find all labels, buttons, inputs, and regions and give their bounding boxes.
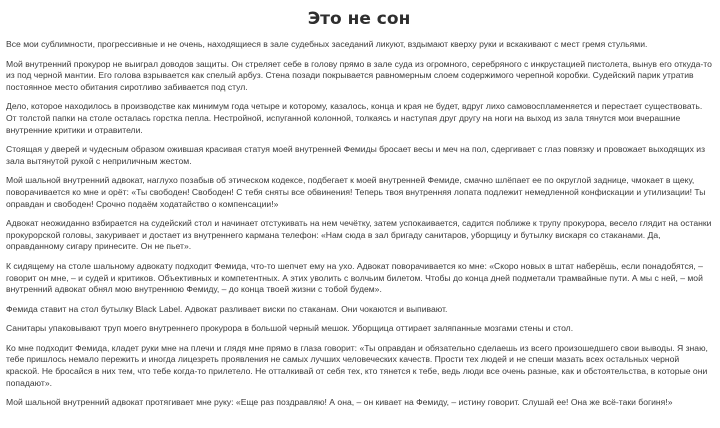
article-title: Это не сон [307,9,411,29]
article-paragraph: Фемида ставит на стол бутылку Black Label. Адвокат разливает виски по стаканам. Они чокаются и выпивают. [6,303,448,314]
article [6,0,712,417]
article-paragraph: Ко мне подходит Фемида, кладет руки мне на плечи и глядя мне прямо в глаза говорит: «Ты оправдан и обязательно сделаешь из всего произошедшего свои выводы. Я знаю, тебе пришлось немало пережить и иногда лицезреть проявления не самых лучших человеческих качеств. Прости тех людей и не спеши мазать всех остальных черной краской. Не бросайся в них тем, что тебе когда-то прилетело. Не отталкивай от себя тех, кто тянется к тебе, ведь люди все очень разные, как и обстоятельства, в которые они попадают». [6,342,708,388]
article-body [6,39,712,409]
article-paragraph: Адвокат неожиданно взбирается на судейский стол и начинает отстукивать на нем чечётку, затем успокаивается, садится поближе к трупу прокурора, весело глядит на останки прокурорской головы, закуривает и достает из внутреннего кармана телефон: «Нам сюда в зал бригаду санитаров, уборщицу и бутылку вискаря со стаканами. Да, оправданному сигару принесите. Он не пьет». [6,218,712,252]
article-paragraph: Санитары упаковывают труп моего внутреннего прокурора в большой черный мешок. Уборщица оттирает заляпанные мозгами стены и стол. [6,323,574,334]
article-paragraph: Мой шальной внутренний адвокат протягивает мне руку: «Еще раз поздравляю! А она, – он кивает на Фемиду, – истину говорит. Слушай ее! Она же всё-таки богиня!» [6,397,673,408]
article-paragraph: К сидящему на столе шальному адвокату подходит Фемида, что-то шепчет ему на ухо. Адвокат поворачивается ко мне: «Скоро новых в штат наберёшь, если понадобятся, – говорит он мне, – и судей и критиков. Объективных и компетентных. А этих уволить с волчьим билетом. Чтобы до конца дней подметали трамвайные пути. А мы с ней, – мой внутренний адвокат обнял мою внутреннюю Фемиду, – до конца твоей жизни с тобой будем». [6,260,703,295]
article-paragraph: Стоящая у дверей и чудесным образом ожившая красивая статуя моей внутренней Фемиды бросает весы и меч на пол, сдергивает с глаз повязку и провожает выходящих из зала вытянутой рукой с неприличным жестом. [6,144,706,166]
article-paragraph: Мой внутренний прокурор не выиграл доводов защиты. Он стреляет себе в голову прямо в зале суда из огромного, серебряного с инкрустацией пистолета, вынув его откуда-то из под черной мантии. Его голова взрывается как спелый арбуз. Стена позади покрывается равномерным слоем содержимого черепной коробки. Судейский парик утратив постоянное место обитания сиротливо забивается под стул. [6,58,712,92]
article-paragraph: Мой шальной внутренний адвокат, наглухо позабыв об этическом кодексе, подбегает к моей внутренней Фемиде, смачно шлёпает ее по округлой заднице, чмокает в щеку, поворачивается ко мне и орёт: «Ты свободен! Свободен! С тебя сняты все обвинения! Теперь твоя внутренняя лопата подлежит немедленной конфискации и утилизации! Ты оправдан и свободен! Срочно подаём ходатайство о компенсации!» [6,175,706,209]
article-paragraph: Все мои сублимности, прогрессивные и не очень, находящиеся в зале судебных заседаний ликуют, вздымают кверху руки и вскакивают с мест гремя стульями. [6,39,648,49]
article-paragraph: Дело, которое находилось в производстве как минимум года четыре и которому, казалось, конца и края не будет, вдруг лихо самовоспламеняется и перестает существовать. От толстой папки на столе осталась горстка пепла. Нестройной, испуганной колонной, толкаясь и наступая друг другу на ноги на выход из зала тянутся мои вчерашние внутренние критики и отравители. [6,101,703,135]
